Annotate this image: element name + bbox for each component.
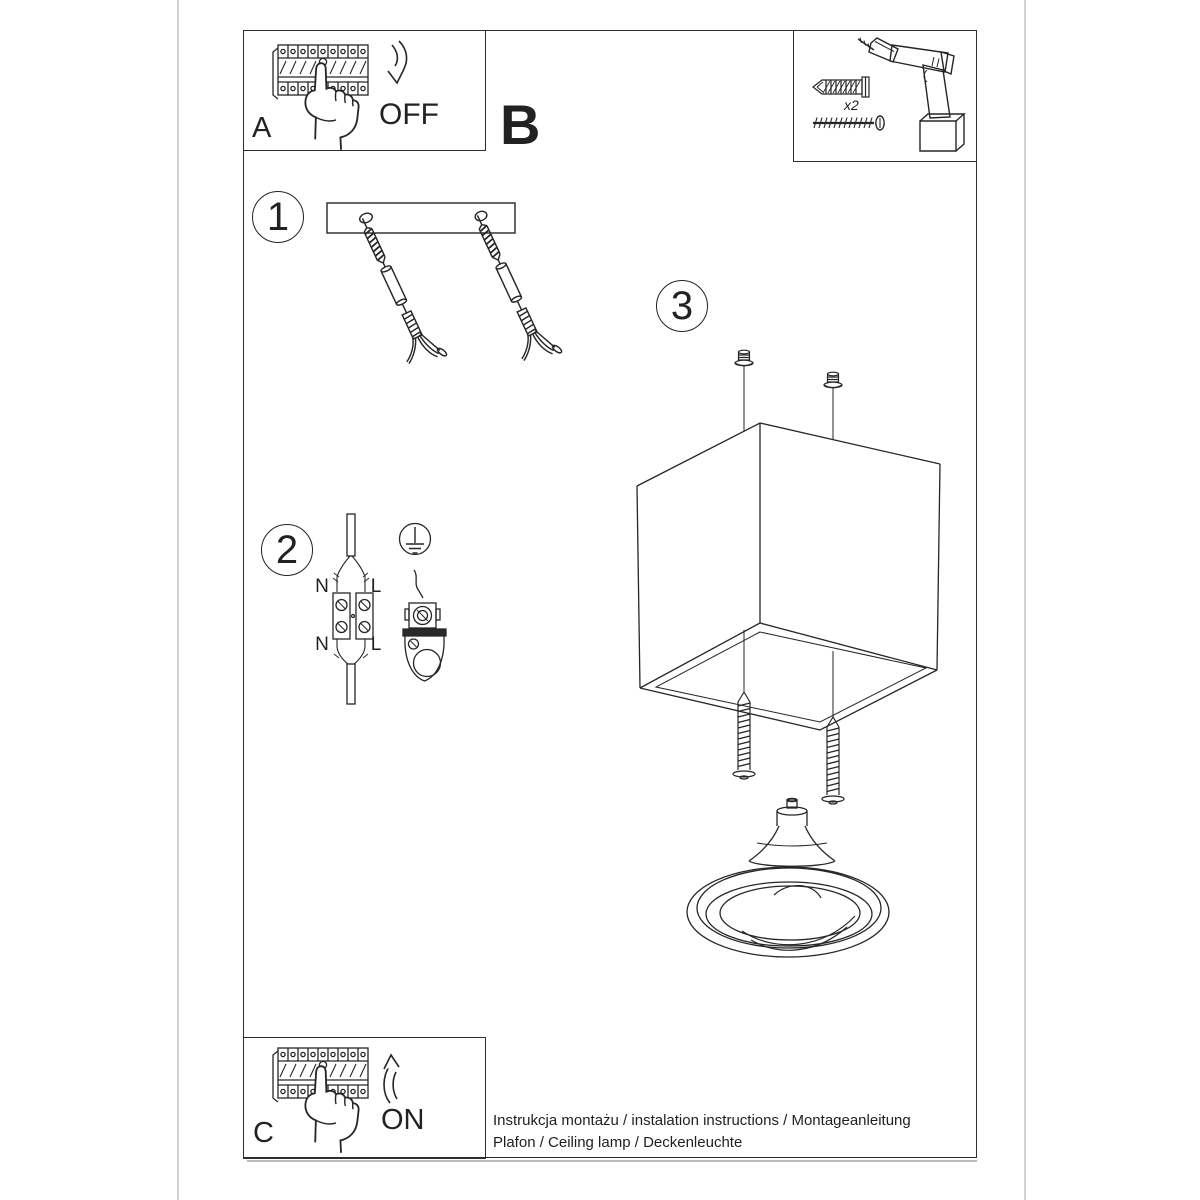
plate-hole-left — [358, 212, 373, 225]
screw-anchor-right — [459, 207, 564, 370]
mains-cable-top — [333, 514, 369, 592]
step-3-badge — [656, 280, 708, 332]
step-1-badge — [252, 191, 304, 243]
breaker-on-illustration — [273, 1048, 399, 1153]
step3-illustration — [637, 350, 940, 957]
cap-nut-left — [735, 350, 753, 366]
section-label-c: C — [253, 1117, 274, 1149]
screw-guide-lines — [744, 630, 833, 717]
lamp-holder-base — [403, 629, 446, 681]
wall-plug-icon — [813, 77, 869, 97]
cube-screw-right — [822, 717, 844, 804]
ground-terminal — [405, 603, 440, 628]
breaker-off-illustration — [273, 41, 407, 150]
step2-illustration — [333, 514, 446, 704]
section-label-a: A — [252, 112, 272, 144]
step-3-number: 3 — [670, 283, 694, 328]
power-off-label: OFF — [379, 98, 439, 131]
terminal-block — [333, 593, 373, 639]
mains-cable-bottom — [334, 639, 368, 704]
ground-wire — [414, 570, 423, 598]
screw-anchor-left — [344, 210, 449, 373]
dowel-quantity-label: x2 — [844, 97, 859, 113]
cube-screw-left — [733, 692, 755, 779]
arrow-down-icon — [388, 41, 407, 83]
step-2-number: 2 — [275, 527, 299, 572]
step-2-badge — [261, 524, 313, 576]
footer-title-line1: Instrukcja montażu / instalation instructions / Montageanleitung — [493, 1112, 911, 1129]
section-label-b: B — [500, 93, 541, 156]
drill-icon — [858, 38, 964, 152]
arrow-up-icon — [384, 1055, 399, 1103]
mounting-plate — [327, 203, 515, 233]
step1-illustration — [327, 203, 564, 373]
tools-illustration — [813, 38, 964, 152]
wire-label-live-top: L — [370, 576, 382, 597]
cube-body — [637, 423, 940, 730]
screw-icon — [813, 116, 884, 130]
wire-label-neutral-bottom: N — [315, 634, 329, 655]
cap-guide-lines — [744, 365, 833, 440]
plate-hole-right — [474, 210, 488, 223]
cap-nut-right — [824, 372, 842, 388]
power-on-label: ON — [381, 1104, 425, 1136]
bulb — [687, 798, 889, 957]
ground-symbol-icon — [400, 524, 431, 555]
step-1-number: 1 — [266, 194, 290, 239]
footer-title-line2: Plafon / Ceiling lamp / Deckenleuchte — [493, 1134, 743, 1151]
wire-label-neutral-top: N — [315, 576, 329, 597]
wire-label-live-bottom: L — [370, 634, 382, 655]
